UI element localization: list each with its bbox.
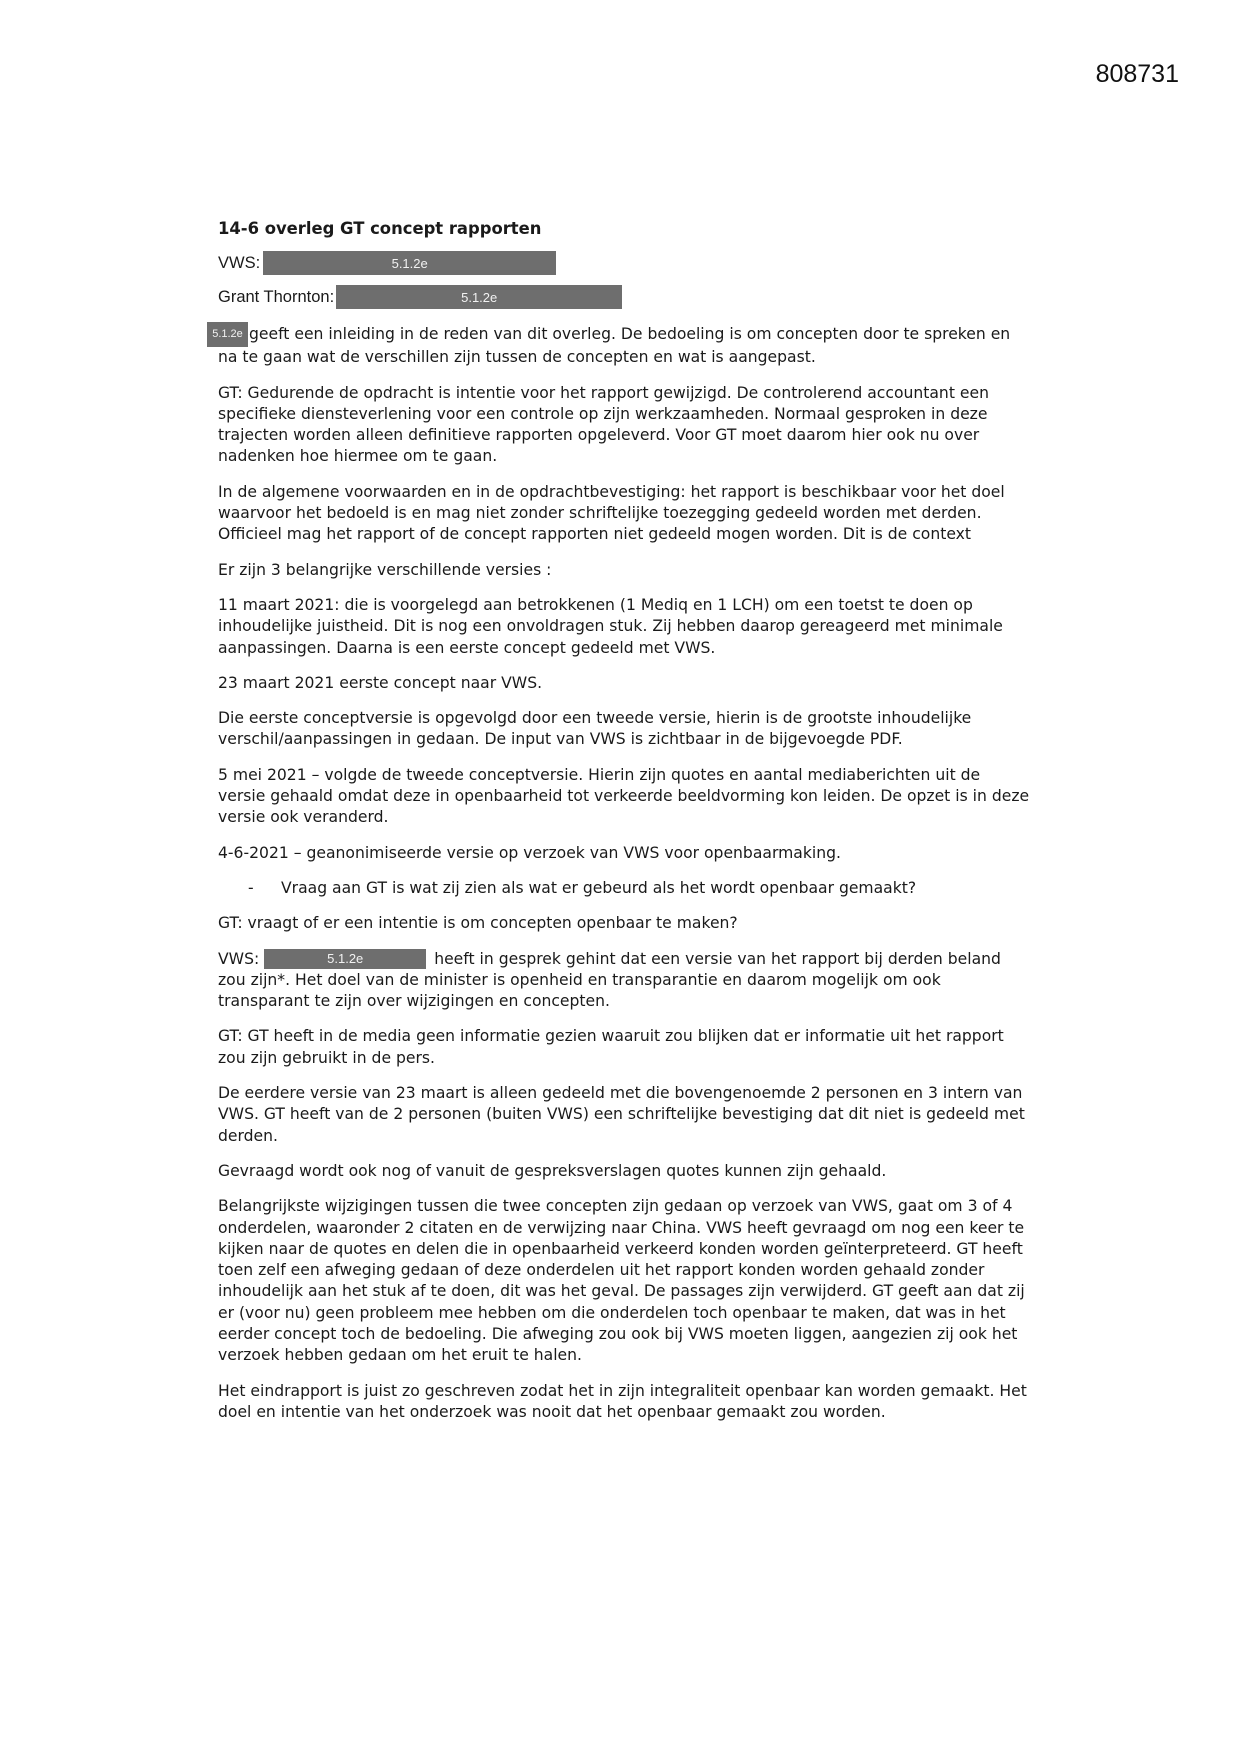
document-title: 14-6 overleg GT concept rapporten [218, 219, 542, 238]
bullet-item [248, 878, 1030, 899]
bullet-text: Vraag aan GT is wat zij zien als wat er gebeurd als het wordt openbaar gemaakt? [281, 878, 917, 897]
attendee-vws [218, 250, 1030, 276]
paragraph: Gevraagd wordt ook nog of vanuit de gespreksverslagen quotes kunnen zijn gehaald. [218, 1161, 887, 1180]
paragraph-intro: 5.1.2e geeft een inleiding in de reden van dit overleg. De bedoeling is om concepten door te spreken en na te gaan wat de verschillen zijn tussen de concepten en wat is aangepast. [218, 322, 1030, 368]
paragraph: In de algemene voorwaarden en in de opdrachtbevestiging: het rapport is beschikbaar voor het doel waarvoor het bedoeld is en mag niet zonder schriftelijke toezegging gedeeld worden met derden. Officieel mag het rapport of de concept rapporten niet gedeeld mogen worden. Dit is de context [218, 482, 1005, 544]
redaction-box: 5.1.2e [336, 285, 622, 309]
bullet-dash: - [248, 878, 254, 897]
document-body [212, 218, 1030, 1437]
attendee-grant-thornton [218, 284, 1030, 310]
paragraph: 5 mei 2021 – volgde de tweede conceptversie. Hierin zijn quotes en aantal mediaberichten uit de versie gehaald omdat deze in openbaarheid tot verkeerde beeldvorming kon leiden. De opzet is in deze versie ook veranderd. [218, 765, 1030, 827]
paragraph: GT: Gedurende de opdracht is intentie voor het rapport gewijzigd. De controlerend accountant een specifieke diensteverlening voor een controle op zijn werkzaamheden. Normaal gesproken in deze trajecten worden alleen definitieve rapporten opgeleverd. Voor GT moet daarom hier ook nu over nadenken hoe hiermee om te gaan. [218, 383, 989, 466]
paragraph: De eerdere versie van 23 maart is alleen gedeeld met die bovengenoemde 2 personen en 3 intern van VWS. GT heeft van de 2 personen (buiten VWS) een schriftelijke bevestiging dat dit niet is gedeeld met derden. [218, 1084, 1025, 1145]
paragraph: GT: GT heeft in de media geen informatie gezien waaruit zou blijken dat er informatie uit het rapport zou zijn gebruikt in de pers. [218, 1027, 1004, 1067]
paragraph: GT: vraagt of er een intentie is om concepten openbaar te maken? [218, 914, 738, 933]
paragraph: Die eerste conceptversie is opgevolgd door een tweede versie, hierin is de grootste inhoudelijke verschil/aanpassingen in gedaan. De input van VWS is zichtbaar in de bijgevoegde PDF. [218, 709, 972, 749]
paragraph-vws-statement: VWS: 5.1.2e heeft in gesprek gehint dat een versie van het rapport bij derden beland zou zijn*. Het doel van de minister is openheid en transparantie en daarom mogelijk om ook transparant te zijn over wijzigingen en concepten. [218, 949, 1001, 1011]
paragraph: Belangrijkste wijzigingen tussen die twee concepten zijn gedaan op verzoek van VWS, gaat om 3 of 4 onderdelen, waaronder 2 citaten en de verwijzing naar China. VWS heeft gevraagd om nog een keer te kijken naar de quotes en delen die in openbaarheid verkeerd konden worden geïnterpreteerd. GT heeft toen zelf een afweging gedaan of deze onderdelen uit het rapport konden worden gehaald zonder inhoudelijk aan het stuk af te doen, dit was het geval. De passages zijn verwijderd. GT geeft aan dat zij er (voor nu) geen probleem mee hebben om die onderdelen toch openbaar te maken, dat was in het eerder concept toch de bedoeling. Die afweging zou ook bij VWS moeten liggen, aangezien zij ook het verzoek hebben gedaan om het eruit te halen. [218, 1197, 1025, 1365]
paragraph: 23 maart 2021 eerste concept naar VWS. [218, 673, 543, 692]
redaction-box: 5.1.2e [263, 251, 556, 275]
document-number: 808731 [1095, 60, 1179, 88]
paragraph: 4-6-2021 – geanonimiseerde versie op verzoek van VWS voor openbaarmaking. [218, 843, 841, 862]
redaction-box: 5.1.2e [264, 949, 426, 969]
paragraph: Er zijn 3 belangrijke verschillende versies : [218, 560, 552, 579]
attendee-label: VWS: [218, 253, 261, 272]
paragraph: 11 maart 2021: die is voorgelegd aan betrokkenen (1 Mediq en 1 LCH) om een toetst te doen op inhoudelijke juistheid. Dit is nog een onvoldragen stuk. Zij hebben daarop gereageerd met minimale aanpassingen. Daarna is een eerste concept gedeeld met VWS. [218, 595, 1003, 657]
paragraph: Het eindrapport is juist zo geschreven zodat het in zijn integraliteit openbaar kan worden gemaakt. Het doel en intentie van het onderzoek was nooit dat het openbaar gemaakt zou worden. [218, 1381, 1027, 1421]
redaction-box: 5.1.2e [207, 322, 248, 347]
attendee-label: Grant Thornton: [218, 287, 335, 306]
